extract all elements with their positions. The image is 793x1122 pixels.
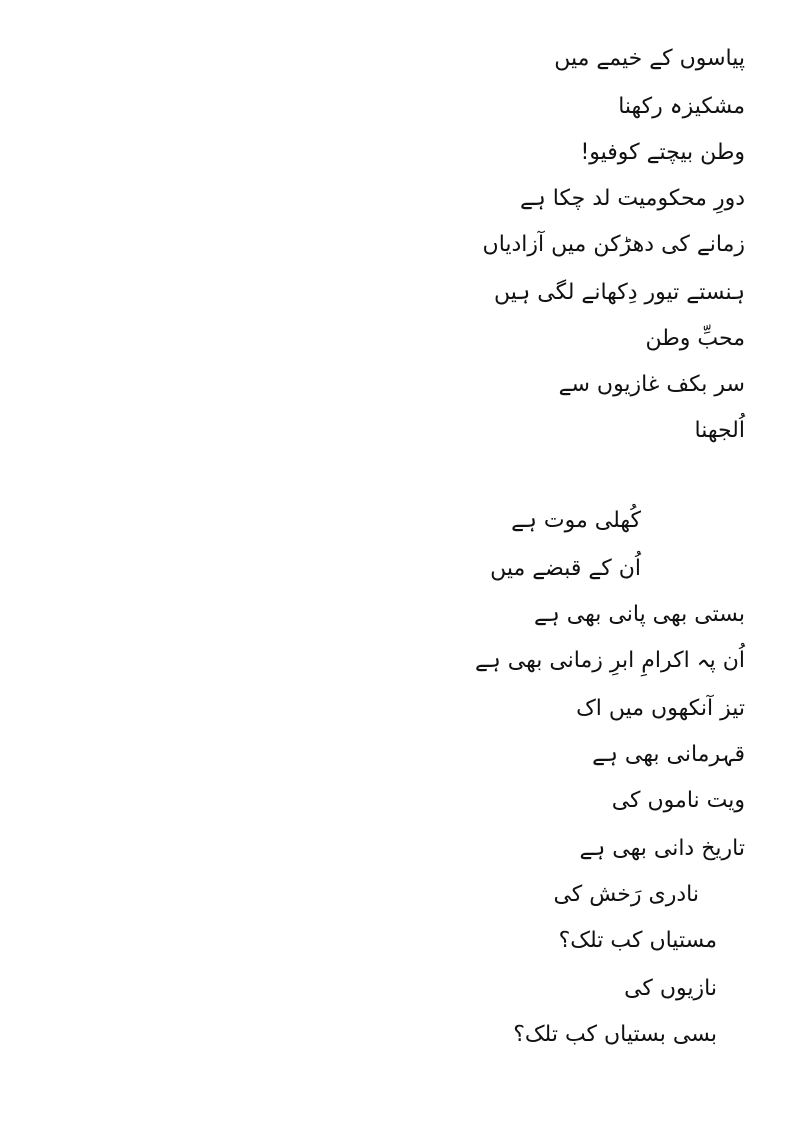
poem-line: اُن کے قبضے میں	[490, 556, 641, 581]
poem-line: تیز آنکھوں میں اک	[576, 696, 745, 721]
poem-line: ویت ناموں کی	[611, 788, 745, 813]
poem-line: ہنستے تیور دِکھانے لگی ہیں	[493, 280, 745, 305]
poem-line: وطن بیچتے کوفیو!	[580, 140, 745, 165]
poem-line: نازیوں کی	[624, 976, 717, 1001]
poem-line: دورِ محکومیت لد چکا ہے	[519, 186, 745, 211]
poem-line: اُن پہ اکرامِ ابرِ زمانی بھی ہے	[474, 648, 745, 673]
poem-line: سر بکف غازیوں سے	[558, 372, 745, 397]
poem-line: کُھلی موت ہے	[511, 508, 641, 533]
poem-line: اُلجھنا	[694, 418, 745, 443]
poem-line: بستی بھی پانی بھی ہے	[534, 602, 745, 627]
poem-line: تاریخ دانی بھی ہے	[579, 836, 745, 861]
poem-line: قہرمانی بھی ہے	[592, 742, 745, 767]
poem-line: محبِّ وطن	[645, 326, 745, 351]
poem-line: مشکیزہ رکھنا	[618, 94, 745, 119]
poem-line: زمانے کی دھڑکن میں آزادیاں	[482, 232, 745, 257]
poem-line: پیاسوں کے خیمے میں	[554, 46, 745, 71]
poem-line: بسی بستیاں کب تلک؟	[513, 1022, 717, 1047]
poem-line: نادری رَخش کی	[553, 882, 699, 907]
poem-line: مستیاں کب تلک؟	[558, 928, 717, 953]
